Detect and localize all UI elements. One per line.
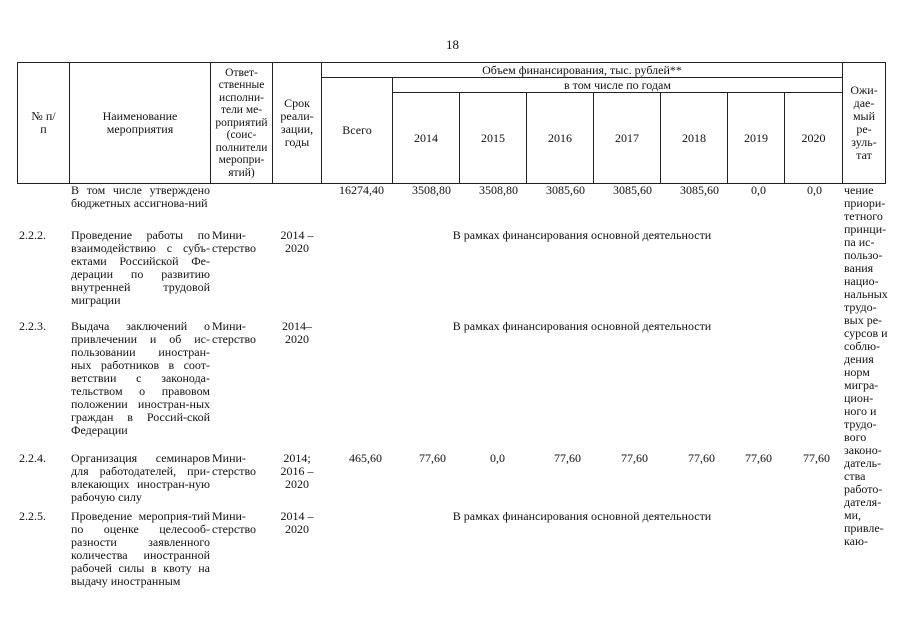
row-value-2020: 77,60 [803, 451, 830, 465]
row-value-2018: 77,60 [688, 451, 715, 465]
row-value-2019: 77,60 [745, 451, 772, 465]
header-year-label: 2014 [414, 130, 438, 145]
row-term: 2014 – 2020 [280, 228, 314, 255]
row-value-2014: 3508,80 [412, 183, 451, 197]
row-name: Проведение мероприя-тий по оценке целесооб-разности заявленного количества иностранной рабочей силы в квоту на выдачу иностранным [71, 509, 210, 588]
expected-result-text: чение приори-тетного принци-па ис-пользо-вания нацио-нальных трудо-вых ре-сурсов и соблю-дения норм мигра-цион-ного и трудо-вого законо-датель-ства работо-дателя-ми, привле-каю- [844, 183, 888, 548]
header-year-2020 [784, 92, 843, 184]
row-number: 2.2.5. [19, 509, 46, 523]
header-year-2018 [660, 92, 728, 184]
header-year-2015 [459, 92, 527, 184]
header-result-label: Ожи-дае-мый ре-зуль-тат [850, 83, 878, 162]
header-year-2019 [727, 92, 785, 184]
header-term-label: Срок реали-зации, годы [280, 96, 314, 149]
header-financing-label: Объем финансирования, тыс. рублей** [482, 62, 682, 77]
header-cell-term [272, 62, 322, 184]
header-responsible-label: Ответ-ственные исполни-тели ме-роприятий (соис-полнители меропри-ятий) [215, 66, 268, 179]
header-year-label: 2020 [801, 130, 826, 145]
row-value-2018: 3085,60 [680, 183, 719, 197]
header-year-label: 2017 [615, 130, 639, 145]
row-value-2020: 0,0 [807, 183, 822, 197]
header-year-label: 2016 [548, 130, 572, 145]
row-name: Проведение работы по взаимодействию с субъ-ектами Российской Фе-дерации по развитию внутренней трудовой миграции [71, 228, 210, 307]
header-cell-result [842, 62, 886, 184]
row-value-2015: 0,0 [490, 451, 505, 465]
row-value-2016: 3085,60 [546, 183, 585, 197]
row-value-2017: 3085,60 [613, 183, 652, 197]
header-total-label: Всего [342, 123, 372, 137]
header-year-label: 2018 [682, 130, 706, 145]
header-year-2017 [593, 92, 661, 184]
row-name: Организация семинаров для работодателей, при-влекающих иностран-ную рабочую силу [71, 451, 210, 504]
header-cell-responsible [210, 62, 273, 184]
row-value-2019: 0,0 [751, 183, 766, 197]
row-value-2014: 77,60 [419, 451, 446, 465]
header-year-label: 2015 [481, 130, 505, 145]
row-value-2015: 3508,80 [479, 183, 518, 197]
row-total: 16274,40 [339, 183, 384, 197]
row-term: 2014– 2020 [282, 319, 312, 346]
row-number: 2.2.3. [19, 319, 46, 333]
row-term: 2014 – 2020 [280, 509, 314, 536]
row-term: 2014; 2016 – 2020 [280, 451, 314, 491]
header-cell-by-years [392, 77, 843, 93]
header-cell-total [321, 77, 393, 184]
header-cell-financing [321, 62, 843, 78]
row-total: 465,60 [349, 451, 382, 465]
header-name-label: Наименование мероприятия [102, 109, 178, 136]
header-by-years-label: в том числе по годам [564, 77, 671, 92]
row-financing-note: В рамках финансирования основной деятельности [452, 319, 712, 333]
header-num-label: № п/п [31, 109, 56, 136]
row-number: 2.2.4. [19, 451, 46, 465]
row-responsible: Мини-стерство [212, 228, 257, 255]
row-financing-note: В рамках финансирования основной деятельности [452, 509, 712, 523]
row-value-2016: 77,60 [554, 451, 581, 465]
row-responsible: Мини-стерство [212, 319, 257, 346]
row-name: Выдача заключений о привлечении и об ис-пользовании иностран-ных работников в соот-ветствии с законода-тельством о правовом положении иностран-ных граждан в Россий-ской Федерации [71, 319, 210, 437]
header-cell-num [17, 62, 70, 184]
row-financing-note: В рамках финансирования основной деятельности [452, 228, 712, 242]
header-year-2016 [526, 92, 594, 184]
row-value-2017: 77,60 [621, 451, 648, 465]
header-cell-name [69, 62, 211, 184]
header-year-2014 [392, 92, 460, 184]
header-year-label: 2019 [744, 130, 768, 145]
row-name: В том числе утверждено бюджетных ассигнова-ний [71, 183, 210, 210]
page-number: 18 [446, 37, 459, 52]
row-number: 2.2.2. [19, 228, 46, 242]
row-responsible: Мини-стерство [212, 509, 257, 536]
row-responsible: Мини-стерство [212, 451, 257, 478]
